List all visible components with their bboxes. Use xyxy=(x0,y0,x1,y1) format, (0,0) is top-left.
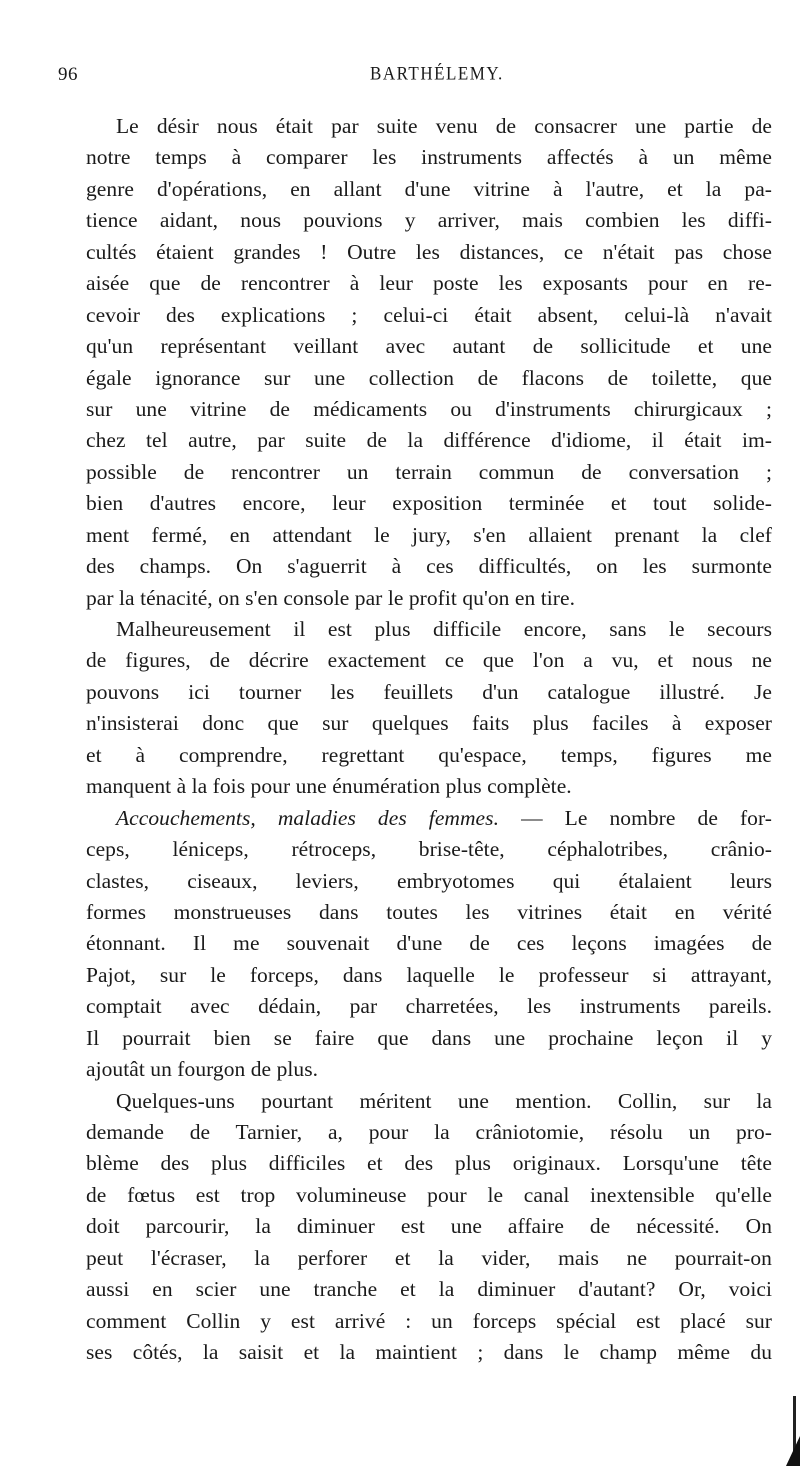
text-line: qu'un représentant veillant avec autant de sollicitude et une xyxy=(86,334,772,359)
scan-corner-mark xyxy=(786,1436,800,1466)
section-rubric: Accouchements, maladies des femmes. xyxy=(116,805,499,830)
body-text xyxy=(86,111,772,1369)
text-line: et à comprendre, regrettant qu'espace, temps, figures me xyxy=(86,742,772,767)
text-line: genre d'opérations, en allant d'une vitrine à l'autre, et la pa- xyxy=(86,176,772,201)
text-line: de figures, de décrire exactement ce que l'on a vu, et nous ne xyxy=(86,648,772,673)
text-line: blème des plus difficiles et des plus originaux. Lorsqu'une tête xyxy=(86,1151,772,1176)
text-line: de fœtus est trop volumineuse pour le canal inextensible qu'elle xyxy=(86,1182,772,1207)
text-line: Il pourrait bien se faire que dans une prochaine leçon il y xyxy=(86,1025,772,1050)
page-header xyxy=(58,64,770,94)
text-line: des champs. On s'aguerrit à ces difficultés, on les surmonte xyxy=(86,554,772,579)
text-line: clastes, ciseaux, leviers, embryotomes qui étalaient leurs xyxy=(86,868,772,893)
text-line: ment fermé, en attendant le jury, s'en allaient prenant la clef xyxy=(86,522,772,547)
text-line: Le désir nous était par suite venu de consacrer une partie de xyxy=(116,114,772,138)
text-line: Pajot, sur le forceps, dans laquelle le professeur si attrayant, xyxy=(86,962,772,987)
text-line: peut l'écraser, la perforer et la vider, mais ne pourrait-on xyxy=(86,1245,772,1270)
text-line: comptait avec dédain, par charretées, les instruments pareils. xyxy=(86,994,772,1019)
text-line: étonnant. Il me souvenait d'une de ces leçons imagées de xyxy=(86,931,772,956)
text-line: par la ténacité, on s'en console par le profit qu'on en tire. xyxy=(86,585,575,610)
text-line: doit parcourir, la diminuer est une affaire de nécessité. On xyxy=(86,1214,772,1239)
text-line: formes monstrueuses dans toutes les vitrines était en vérité xyxy=(86,899,772,924)
text-line: cultés étaient grandes ! Outre les distances, ce n'était pas chose xyxy=(86,239,772,264)
text-line: ajoutât un fourgon de plus. xyxy=(86,1057,319,1082)
text-line: notre temps à comparer les instruments affectés à un même xyxy=(86,145,772,170)
text-line: bien d'autres encore, leur exposition terminée et tout solide- xyxy=(86,491,772,516)
text-line: Malheureusement il est plus difficile encore, sans le secours xyxy=(116,617,772,641)
text-line: chez tel autre, par suite de la différence d'idiome, il était im- xyxy=(86,428,772,453)
rubric-line xyxy=(86,803,772,834)
text-line: ceps, léniceps, rétroceps, brise-tête, céphalotribes, crânio- xyxy=(86,837,772,862)
page-number: 96 xyxy=(58,64,78,85)
text-line: sur une vitrine de médicaments ou d'instruments chirurgicaux ; xyxy=(86,396,772,421)
text-line: pouvons ici tourner les feuillets d'un catalogue illustré. Je xyxy=(86,679,772,704)
text-line: n'insisterai donc que sur quelques faits plus faciles à exposer xyxy=(86,711,772,736)
text-line: cevoir des explications ; celui-ci était absent, celui-là n'avait xyxy=(86,302,772,327)
text-line: égale ignorance sur une collection de flacons de toilette, que xyxy=(86,365,772,390)
running-head: BARTHÉLEMY. xyxy=(370,63,504,84)
text-line: possible de rencontrer un terrain commun de conversation ; xyxy=(86,459,772,484)
rubric-line-text: — Le nombre de for- xyxy=(521,805,772,830)
text-line: ses côtés, la saisit et la maintient ; dans le champ même du xyxy=(86,1340,772,1365)
text-line: aussi en scier une tranche et la diminuer d'autant? Or, voici xyxy=(86,1277,772,1302)
text-line: aisée que de rencontrer à leur poste les exposants pour en re- xyxy=(86,271,772,296)
text-line: tience aidant, nous pouvions y arriver, mais combien les diffi- xyxy=(86,208,772,233)
text-line: manquent à la fois pour une énumération plus complète. xyxy=(86,774,572,799)
text-line: Quelques-uns pourtant méritent une mention. Collin, sur la xyxy=(116,1088,772,1113)
text-line: comment Collin y est arrivé : un forceps spécial est placé sur xyxy=(86,1308,772,1333)
text-line: demande de Tarnier, a, pour la crâniotomie, résolu un pro- xyxy=(86,1120,772,1144)
